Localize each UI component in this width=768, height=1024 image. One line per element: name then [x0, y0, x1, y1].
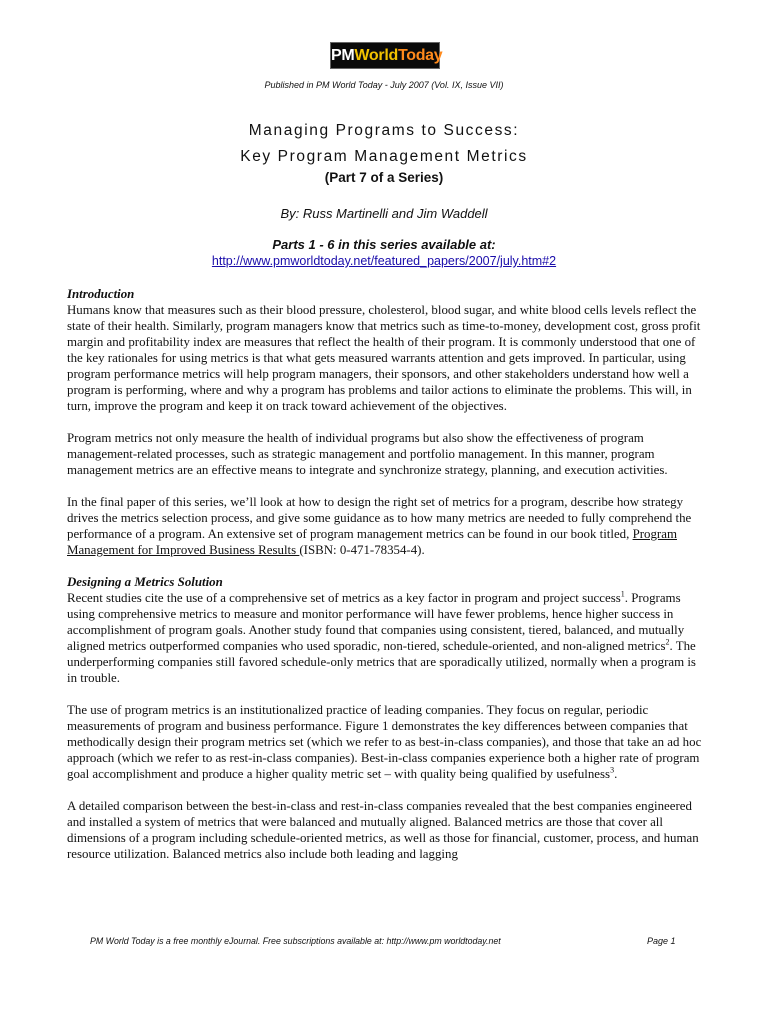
design-paragraph-3: A detailed comparison between the best-in-class and rest-in-class companies revealed that the best companies engineered and installed a system of metrics that were balanced and mutually aligned. Balanced metrics are those that cover all dimensions of a program including schedule-oriented metrics, as well as those for financial, customer, process, and human resource utilization. Balanced metrics also include both leading and lagging: [67, 799, 699, 861]
title-line-2: Key Program Management Metrics: [240, 148, 528, 165]
footnote-ref-2: 2: [665, 637, 670, 647]
design-p1-text-c: . The underperforming companies still favored schedule-only metrics that are sporadically utilized, normally when a program is in trouble.: [67, 639, 696, 685]
design-p2-text-b: .: [614, 767, 618, 781]
pmworldtoday-logo: [330, 42, 443, 69]
series-parts-label: Parts 1 - 6 in this series available at:: [272, 237, 496, 252]
intro-paragraph-2: Program metrics not only measure the health of individual programs but also show the effectiveness of program management-related processes, such as strategic management and portfolio management. In this manner, program management metrics are an effective means to integrate and synchronize strategy, planning, and execution activities.: [67, 431, 668, 477]
logo-pm: PM: [331, 47, 355, 64]
title-line-1: Managing Programs to Success:: [248, 122, 520, 139]
author-byline: By: Russ Martinelli and Jim Waddell: [280, 206, 488, 221]
page-number: Page 1: [647, 936, 676, 946]
publication-note: Published in PM World Today - July 2007 (Vol. IX, Issue VII): [264, 80, 504, 90]
footnote-ref-3: 3: [610, 765, 615, 775]
section-heading-designing: Designing a Metrics Solution: [67, 575, 223, 589]
series-subtitle: (Part 7 of a Series): [324, 170, 444, 185]
design-p2-text-a: The use of program metrics is an institutionalized practice of leading companies. They focus on regular, periodic measurements of program and business performance. Figure 1 demonstrates the key differences between companies that methodically design their program metrics set (which we refer to as best-in-class companies), and those that take an ad hoc approach (which we refer to as rest-in-class companies). Best-in-class companies experience both a higher rate of program goal accomplishment and produce a higher quality metric set – with quality being qualified by usefulness: [67, 703, 702, 781]
design-paragraph-1: [67, 590, 707, 686]
series-link[interactable]: http://www.pmworldtoday.net/featured_papers/2007/july.htm#2: [211, 254, 557, 268]
intro-p3-text-b: (ISBN: 0-471-78354-4).: [299, 543, 425, 557]
article-body: [67, 286, 707, 862]
book-title: Program Management for Improved Business Results: [67, 527, 677, 557]
design-paragraph-2: [67, 702, 707, 782]
intro-p3-text-a: In the final paper of this series, we’ll look at how to design the right set of metrics for a program, describe how strategy drives the metrics selection process, and give some guidance as to how many metrics are needed to fully comprehend the performance of a program. An extensive set of program management metrics can be found in our book titled,: [67, 495, 692, 541]
logo-world: World: [354, 47, 398, 64]
footer-note: PM World Today is a free monthly eJournal. Free subscriptions available at: http://www.pm worldtoday.net: [90, 936, 501, 946]
footnote-ref-1: 1: [620, 589, 625, 599]
design-p1-text-a: Recent studies cite the use of a comprehensive set of metrics as a key factor in program and project success: [67, 591, 621, 605]
intro-paragraph-1: Humans know that measures such as their blood pressure, cholesterol, blood sugar, and white blood cells levels reflect the state of their health. Similarly, program managers know that metrics such as time-to-money, development cost, gross profit margin and profitability index are measures that reflect the health of their program. It is commonly understood that one of the key rationales for using metrics is that what gets measured warrants attention and gets improved. In particular, using program performance metrics will help program managers, their sponsors, and other stakeholders understand how well a program is performing, where and why a program has problems and tailor actions to eliminate the problems. This will, in turn, improve the program and keep it on track toward achievement of the objectives.: [67, 303, 701, 413]
section-heading-introduction: Introduction: [67, 287, 135, 301]
intro-paragraph-3: [67, 494, 707, 558]
logo-today: Today: [397, 47, 443, 64]
design-p1-text-b: . Programs using comprehensive metrics to measure and monitor performance will have fewer problems, hence higher success in accomplishment of program goals. Another study found that companies using consistent, tiered, balanced, and mutually aligned metrics outperformed companies who used sporadic, non-tiered, schedule-oriented, and non-aligned metrics: [67, 591, 685, 653]
